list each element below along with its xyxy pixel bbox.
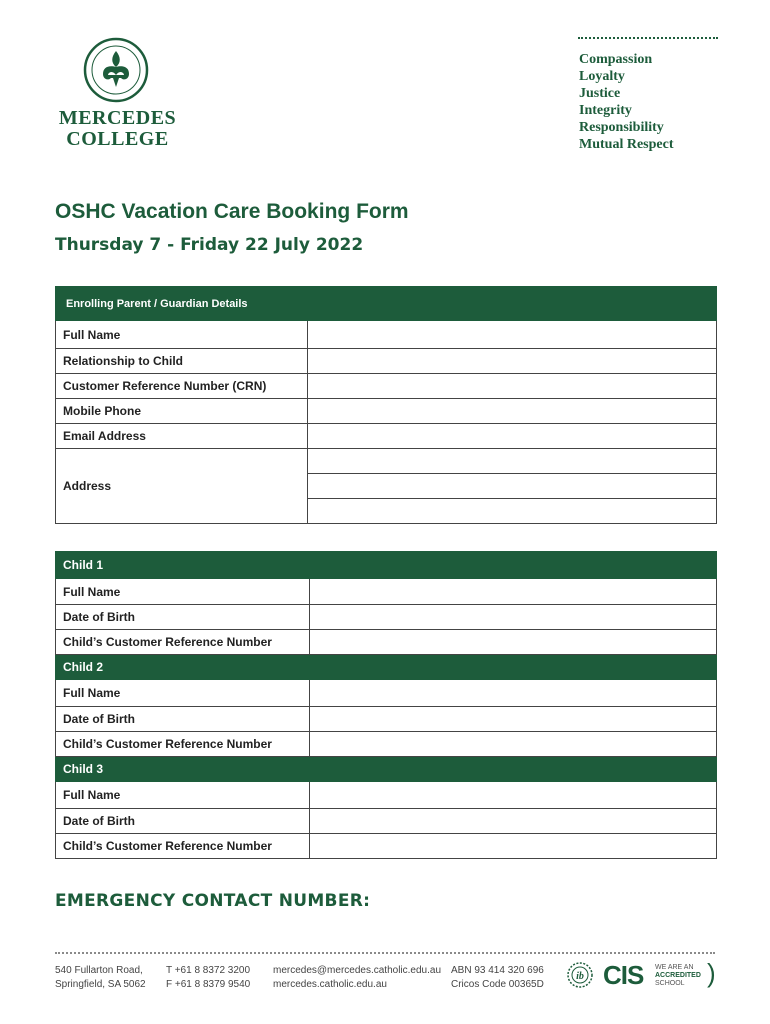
footer-address-line2: Springfield, SA 5062 (55, 979, 146, 990)
footer-phones (166, 964, 250, 992)
child-1-full-name-field[interactable] (310, 579, 717, 605)
college-name (55, 108, 180, 150)
child-1-crn-label: Child’s Customer Reference Number (56, 630, 310, 655)
mobile-phone-label: Mobile Phone (56, 399, 308, 424)
child-3-full-name-label: Full Name (56, 782, 310, 809)
footer-cricos: Cricos Code 00365D (451, 979, 544, 990)
footer-website-link[interactable]: mercedes.catholic.edu.au (273, 979, 387, 990)
value-item: Loyalty (579, 69, 625, 84)
address-line-1-field[interactable] (308, 449, 717, 474)
footer-registration (451, 964, 544, 992)
child-1-dob-label: Date of Birth (56, 605, 310, 630)
child-1-crn-field[interactable] (310, 630, 717, 655)
svg-text:ib: ib (576, 971, 584, 982)
child-3-crn-field[interactable] (310, 834, 717, 859)
cis-caption-line3: SCHOOL (655, 980, 685, 987)
cis-bracket-icon: ) (707, 958, 716, 988)
value-item: Mutual Respect (579, 137, 674, 152)
cis-caption (655, 964, 701, 988)
value-item: Responsibility (579, 120, 664, 135)
address-label: Address (56, 449, 308, 524)
value-item: Justice (579, 86, 621, 101)
footer-abn: ABN 93 414 320 696 (451, 965, 544, 976)
relationship-field[interactable] (308, 349, 717, 374)
email-field[interactable] (308, 424, 717, 449)
emergency-contact-heading: EMERGENCY CONTACT NUMBER: (55, 891, 371, 911)
college-crest-logo (83, 37, 149, 103)
child-2-full-name-field[interactable] (310, 680, 717, 707)
footer-address (55, 964, 146, 992)
email-label: Email Address (56, 424, 308, 449)
child-1-heading: Child 1 (56, 552, 717, 579)
child-2-full-name-label: Full Name (56, 680, 310, 707)
child-2-dob-label: Date of Birth (56, 707, 310, 732)
footer-address-line1: 540 Fullarton Road, (55, 965, 143, 976)
value-item: Integrity (579, 103, 632, 118)
footer-divider (55, 952, 715, 954)
child-3-full-name-field[interactable] (310, 782, 717, 809)
address-line-2-field[interactable] (308, 474, 717, 499)
footer-email-link[interactable]: mercedes@mercedes.catholic.edu.au (273, 965, 442, 976)
child-1-dob-field[interactable] (310, 605, 717, 630)
parent-section-heading: Enrolling Parent / Guardian Details (56, 287, 717, 321)
parent-details-table (55, 286, 717, 524)
child-2-crn-field[interactable] (310, 732, 717, 757)
mobile-phone-field[interactable] (308, 399, 717, 424)
college-values-list (579, 51, 674, 153)
crn-label: Customer Reference Number (CRN) (56, 374, 308, 399)
child-2-heading: Child 2 (56, 655, 717, 680)
child-3-heading: Child 3 (56, 757, 717, 782)
college-name-line1: MERCEDES (58, 107, 177, 129)
relationship-label: Relationship to Child (56, 349, 308, 374)
footer-contacts (273, 964, 441, 992)
parent-full-name-label: Full Name (56, 321, 308, 349)
college-name-line2: COLLEGE (66, 128, 169, 150)
child-1-full-name-label: Full Name (56, 579, 310, 605)
footer-fax: F +61 8 8379 9540 (166, 979, 251, 990)
child-3-crn-label: Child’s Customer Reference Number (56, 834, 310, 859)
values-divider (578, 37, 718, 39)
children-details-table (55, 551, 717, 859)
child-2-dob-field[interactable] (310, 707, 717, 732)
crn-field[interactable] (308, 374, 717, 399)
address-line-3-field[interactable] (308, 499, 717, 524)
child-2-crn-label: Child’s Customer Reference Number (56, 732, 310, 757)
cis-mark: CIS (603, 960, 644, 990)
parent-full-name-field[interactable] (308, 321, 717, 349)
child-3-dob-label: Date of Birth (56, 809, 310, 834)
cis-accreditation-logo (603, 960, 718, 990)
cis-caption-line1: WE ARE AN (655, 964, 694, 971)
cis-caption-line2: ACCREDITED (655, 972, 701, 979)
value-item: Compassion (579, 52, 653, 67)
form-title: OSHC Vacation Care Booking Form (55, 200, 409, 223)
ib-world-school-logo (567, 962, 593, 988)
form-dates: Thursday 7 - Friday 22 July 2022 (55, 235, 364, 255)
child-3-dob-field[interactable] (310, 809, 717, 834)
footer-phone[interactable]: T +61 8 8372 3200 (166, 965, 251, 976)
